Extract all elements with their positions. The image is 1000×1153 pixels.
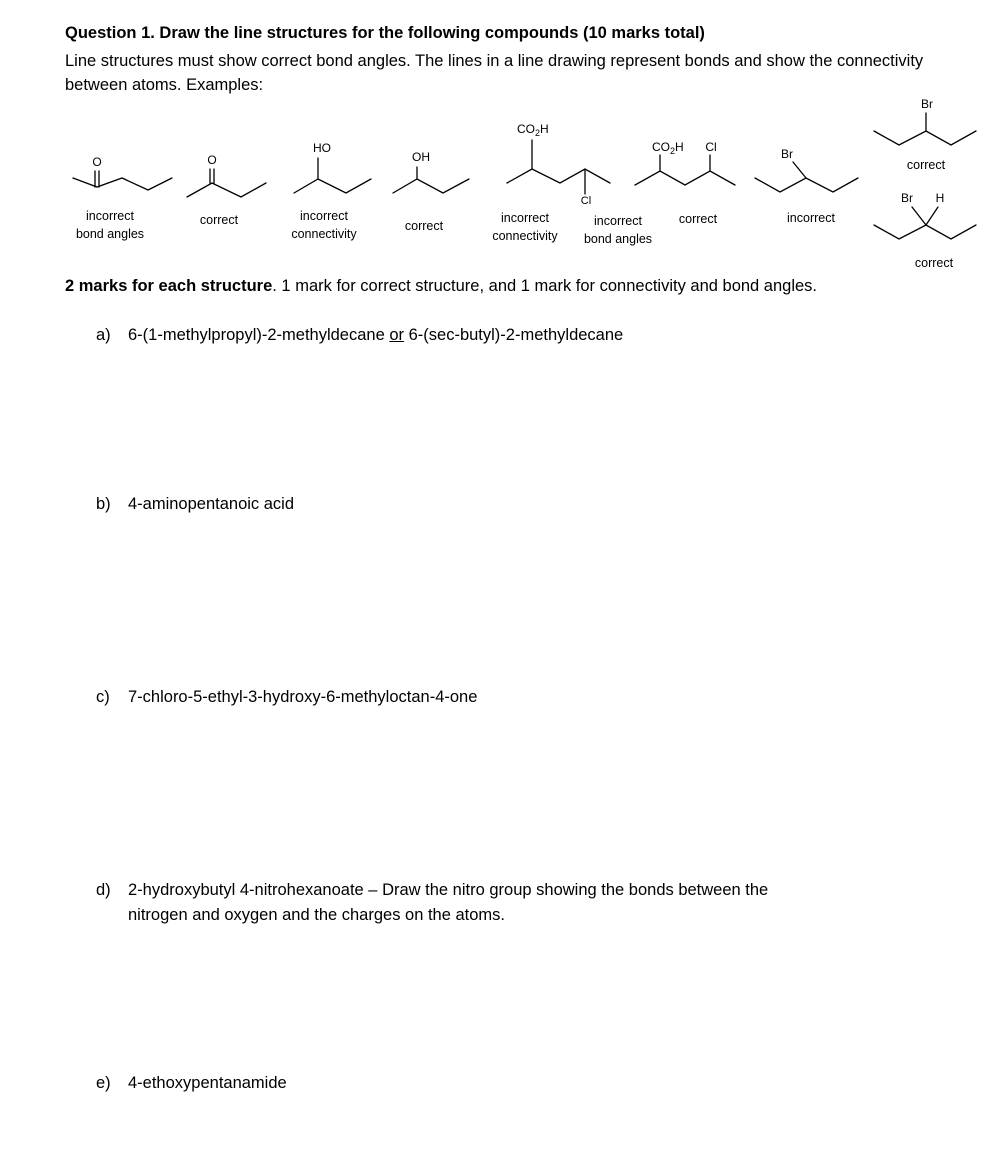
atom-co2h: $CO_2H$ — [652, 140, 684, 156]
part-b — [96, 492, 294, 517]
structure-acid-chloride — [635, 155, 735, 185]
atom-o: O — [207, 153, 217, 167]
part-letter: d) — [96, 881, 111, 899]
label-bond-angles: bond angles — [583, 232, 653, 246]
structure-incorrect-connectivity-acid — [507, 140, 610, 194]
part-a — [96, 323, 623, 348]
part-text: 6-(1-methylpropyl)-2-methyldecane or 6-(sec-butyl)-2-methyldecane — [128, 326, 624, 344]
structure-correct-bromide-h — [874, 207, 976, 239]
part-text: 7-chloro-5-ethyl-3-hydroxy-6-methyloctan-4-one — [128, 688, 478, 706]
marks-note-bold: 2 marks for each structure — [65, 277, 273, 295]
label-bond-angles: bond angles — [75, 227, 145, 241]
atom-br: Br — [921, 97, 933, 111]
atom-br: Br — [781, 147, 793, 161]
part-letter: b) — [96, 495, 111, 513]
atom-h: H — [935, 191, 945, 205]
structure-incorrect-connectivity-alcohol — [294, 158, 371, 193]
atom-br: Br — [901, 191, 913, 205]
question-title: Question 1. Draw the line structures for the following compounds (10 marks total) — [65, 24, 705, 42]
structure-correct-ketone — [187, 169, 266, 197]
label-correct: correct — [914, 256, 954, 270]
part-d — [96, 878, 768, 928]
structure-correct-bromide — [874, 113, 976, 145]
atom-ho: HO — [313, 141, 331, 155]
atom-cl: Cl — [580, 195, 592, 207]
part-e — [96, 1071, 287, 1096]
label-incorrect: incorrect — [594, 214, 642, 228]
part-letter: c) — [96, 688, 110, 706]
question-intro: Line structures must show correct bond angles. The lines in a line drawing represent bonds and show the connectivity between atoms. Examples: — [65, 52, 924, 94]
part-c — [96, 685, 477, 710]
label-correct: correct — [199, 213, 239, 227]
label-incorrect: incorrect — [501, 211, 549, 225]
part-text: 4-ethoxypentanamide — [128, 1074, 287, 1092]
label-incorrect: incorrect — [86, 209, 134, 223]
part-text: 2-hydroxybutyl 4-nitrohexanoate – Draw the nitro group showing the bonds between the nitrogen and oxygen and the charges on the atoms. — [128, 881, 769, 924]
part-text: 4-aminopentanoic acid — [128, 495, 295, 513]
structure-correct-alcohol — [393, 167, 469, 193]
label-incorrect: incorrect — [300, 209, 348, 223]
label-connectivity: connectivity — [291, 227, 357, 241]
label-correct: correct — [404, 219, 444, 233]
atom-oh: OH — [412, 150, 430, 164]
structure-incorrect-bond-angles — [73, 171, 172, 190]
structure-incorrect-bromide — [755, 162, 858, 192]
label-correct: correct — [906, 158, 946, 172]
part-letter: e) — [96, 1074, 111, 1092]
label-connectivity: connectivity — [492, 229, 558, 243]
atom-co2h: $CO_2H$ — [517, 122, 549, 138]
marks-note-rest: . 1 mark for correct structure, and 1 mark for connectivity and bond angles. — [272, 277, 818, 295]
label-incorrect: incorrect — [787, 211, 835, 225]
atom-cl: Cl — [705, 140, 717, 154]
label-correct: correct — [678, 212, 718, 226]
example-structures — [0, 0, 1000, 280]
part-letter: a) — [96, 326, 111, 344]
marks-note — [65, 277, 817, 296]
atom-o: O — [92, 155, 102, 169]
